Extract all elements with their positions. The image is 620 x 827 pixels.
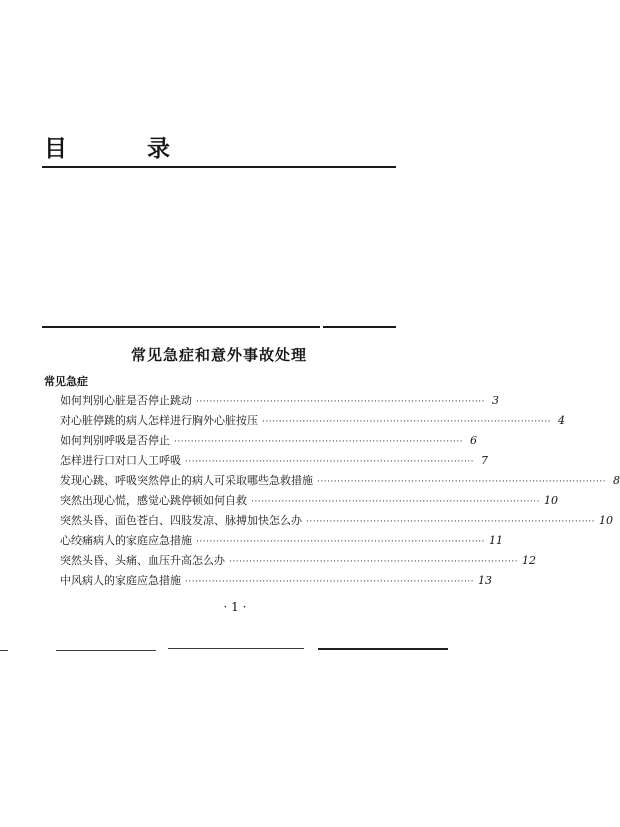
section-rule-short	[323, 326, 396, 328]
toc-entry	[60, 491, 559, 511]
toc-entry	[60, 471, 620, 491]
toc-entry-text: 中风病人的家庭应急措施	[60, 574, 181, 587]
toc-page-number: 10	[599, 514, 614, 527]
toc-leader: ······················································································	[174, 437, 464, 447]
toc-entry-text: 突然头昏、面色苍白、四肢发凉、脉搏加快怎么办	[60, 514, 302, 527]
toc-entry-text: 对心脏停跳的病人怎样进行胸外心脏按压	[60, 414, 258, 427]
toc-entry-text: 心绞痛病人的家庭应急措施	[60, 534, 192, 547]
toc-entry	[60, 391, 500, 411]
toc-entry	[60, 571, 493, 591]
toc-page-number: 7	[481, 454, 489, 467]
toc-entry-text: 如何判别心脏是否停止跳动	[60, 394, 192, 407]
toc-entry-text: 突然头昏、头痛、血压升高怎么办	[60, 554, 225, 567]
toc-page-number: 13	[478, 574, 493, 587]
section-heading: 常见急症和意外事故处理	[130, 346, 307, 364]
toc-entry	[60, 411, 566, 431]
toc-leader: ······················································································	[196, 537, 486, 547]
toc-entry	[60, 551, 537, 571]
toc-page-number: 11	[489, 534, 504, 547]
title-rule	[42, 166, 396, 168]
toc-page-number: 4	[558, 414, 566, 427]
toc-entry-text: 如何判别呼吸是否停止	[60, 434, 170, 447]
page-number: · 1 ·	[223, 600, 247, 614]
toc-entry	[60, 531, 504, 551]
toc-leader: ······················································································	[262, 417, 552, 427]
toc-leader: ······················································································	[229, 557, 519, 567]
toc-entry-text: 怎样进行口对口人工呼吸	[60, 454, 181, 467]
toc-entry-text: 突然出现心慌，感觉心跳停顿如何自救	[60, 494, 247, 507]
toc-entry	[60, 511, 614, 531]
toc-list	[60, 391, 620, 591]
toc-page-number: 8	[613, 474, 620, 487]
toc-page-number: 12	[522, 554, 537, 567]
scan-artifact-line	[168, 648, 304, 649]
toc-leader: ······················································································	[185, 577, 475, 587]
toc-page-number: 10	[544, 494, 559, 507]
toc-page-number: 6	[470, 434, 478, 447]
toc-leader: ······················································································	[196, 397, 486, 407]
toc-leader: ······················································································	[306, 517, 596, 527]
subsection-heading: 常见急症	[44, 375, 88, 388]
scan-artifact-line	[318, 648, 448, 650]
toc-page-number: 3	[492, 394, 500, 407]
toc-entry	[60, 451, 489, 471]
toc-entry	[60, 431, 478, 451]
toc-leader: ······················································································	[185, 457, 475, 467]
toc-leader: ······················································································	[317, 477, 607, 487]
toc-leader: ······················································································	[251, 497, 541, 507]
toc-entry-text: 发现心跳、呼吸突然停止的病人可采取哪些急救措施	[60, 474, 313, 487]
scan-artifact-line	[0, 650, 8, 651]
page-title: 目 录	[44, 135, 207, 162]
section-rule	[42, 326, 320, 328]
scan-artifact-line	[56, 650, 156, 651]
